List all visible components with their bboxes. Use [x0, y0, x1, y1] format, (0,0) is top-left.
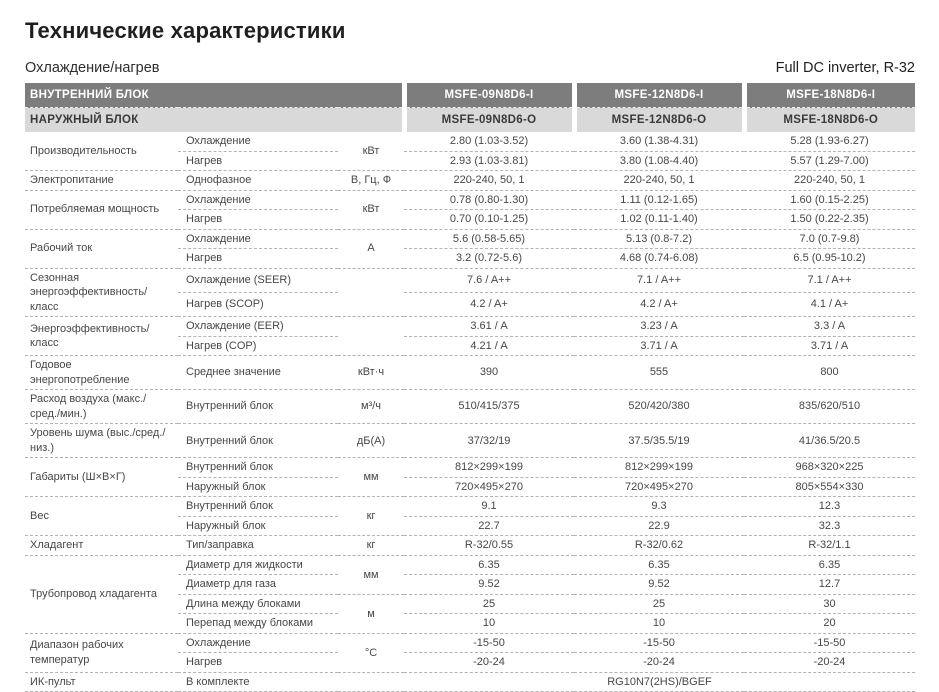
- spec-value: 22.7: [404, 516, 574, 536]
- spec-unit: [338, 317, 404, 356]
- spec-value: 7.1 / A++: [744, 268, 915, 292]
- spec-unit: кВт: [338, 190, 404, 229]
- spec-sublabel: Нагрев: [178, 151, 338, 171]
- indoor-model-col-2: MSFE-12N8D6-I: [574, 83, 744, 108]
- spec-value: 6.5 (0.95-10.2): [744, 249, 915, 269]
- spec-group-label: Вес: [25, 497, 178, 536]
- spec-value: 12.7: [744, 575, 915, 595]
- spec-value: 6.35: [744, 555, 915, 575]
- spec-value: R-32/0.62: [574, 536, 744, 556]
- spec-value: 835/620/510: [744, 390, 915, 424]
- spec-sublabel: Охлаждение: [178, 190, 338, 210]
- spec-value: 812×299×199: [574, 458, 744, 478]
- spec-value: 968×320×225: [744, 458, 915, 478]
- spec-group-label: Производительность: [25, 132, 178, 171]
- spec-sublabel: Нагрев: [178, 653, 338, 673]
- spec-value: 220-240, 50, 1: [574, 171, 744, 191]
- spec-row: [25, 356, 915, 390]
- spec-value: R-32/1.1: [744, 536, 915, 556]
- spec-unit: мм: [338, 458, 404, 497]
- spec-value: 5.6 (0.58-5.65): [404, 229, 574, 249]
- spec-value: 220-240, 50, 1: [744, 171, 915, 191]
- spec-sublabel: Охлаждение: [178, 633, 338, 653]
- spec-unit: кг: [338, 497, 404, 536]
- spec-value: 12.3: [744, 497, 915, 517]
- spec-value: -15-50: [574, 633, 744, 653]
- spec-value: 4.68 (0.74-6.08): [574, 249, 744, 269]
- spec-value: 0.70 (0.10-1.25): [404, 210, 574, 230]
- spec-value: 25: [574, 594, 744, 614]
- spec-value: 3.71 / A: [574, 336, 744, 356]
- indoor-unit-header-row: [25, 83, 915, 108]
- spec-row: [25, 555, 915, 575]
- spec-row: [25, 171, 915, 191]
- inverter-refrigerant-label: Full DC inverter, R-32: [775, 60, 915, 76]
- spec-sublabel: Охлаждение (EER): [178, 317, 338, 337]
- spec-value: 37.5/35.5/19: [574, 424, 744, 458]
- spec-table: [25, 83, 915, 692]
- spec-sublabel: Внутренний блок: [178, 390, 338, 424]
- spec-unit: м³/ч: [338, 390, 404, 424]
- outdoor-unit-header-row: [25, 108, 915, 133]
- spec-value: 6.35: [404, 555, 574, 575]
- spec-value: 41/36.5/20.5: [744, 424, 915, 458]
- spec-row: [25, 633, 915, 653]
- spec-sublabel: Охлаждение: [178, 132, 338, 151]
- spec-sublabel: Наружный блок: [178, 477, 338, 497]
- spec-value: 20: [744, 614, 915, 634]
- spec-value: -20-24: [574, 653, 744, 673]
- spec-value: 3.3 / A: [744, 317, 915, 337]
- page-title: Технические характеристики: [25, 18, 346, 43]
- spec-sublabel: Среднее значение: [178, 356, 338, 390]
- spec-unit: мм: [338, 555, 404, 594]
- spec-value: 10: [574, 614, 744, 634]
- spec-value: 720×495×270: [404, 477, 574, 497]
- spec-row: [25, 132, 915, 151]
- spec-value: 555: [574, 356, 744, 390]
- spec-row: [25, 424, 915, 458]
- spec-value: 3.80 (1.08-4.40): [574, 151, 744, 171]
- spec-unit: м: [338, 594, 404, 633]
- spec-value: 37/32/19: [404, 424, 574, 458]
- spec-value-span: RG10N7(2HS)/BGEF: [404, 672, 915, 692]
- spec-row: [25, 672, 915, 692]
- spec-unit: кВт·ч: [338, 356, 404, 390]
- spec-value: R-32/0.55: [404, 536, 574, 556]
- spec-group-label: Годовое энергопотребление: [25, 356, 178, 390]
- spec-value: 4.21 / A: [404, 336, 574, 356]
- spec-value: 520/420/380: [574, 390, 744, 424]
- spec-unit: кВт: [338, 132, 404, 171]
- spec-unit: А: [338, 229, 404, 268]
- spec-value: 1.50 (0.22-2.35): [744, 210, 915, 230]
- spec-value: 4.2 / A+: [404, 292, 574, 316]
- spec-value: 720×495×270: [574, 477, 744, 497]
- spec-group-label: Потребляемая мощность: [25, 190, 178, 229]
- spec-unit: В, Гц, Ф: [338, 171, 404, 191]
- outdoor-model-col-1: MSFE-09N8D6-O: [404, 108, 574, 133]
- spec-value: -20-24: [404, 653, 574, 673]
- spec-value: 5.28 (1.93-6.27): [744, 132, 915, 151]
- spec-unit: °С: [338, 633, 404, 672]
- mode-subtitle: Охлаждение/нагрев: [25, 60, 160, 76]
- spec-row: [25, 390, 915, 424]
- spec-value: 390: [404, 356, 574, 390]
- spec-sublabel: Внутренний блок: [178, 458, 338, 478]
- spec-sublabel: Охлаждение (SEER): [178, 268, 338, 292]
- spec-value: 1.02 (0.11-1.40): [574, 210, 744, 230]
- spec-group-label: Диапазон рабочих температур: [25, 633, 178, 672]
- spec-sublabel: Внутренний блок: [178, 424, 338, 458]
- spec-value: -20-24: [744, 653, 915, 673]
- outdoor-model-col-3: MSFE-18N8D6-O: [744, 108, 915, 133]
- spec-value: 9.52: [404, 575, 574, 595]
- spec-row: [25, 497, 915, 517]
- spec-group-label: Хладагент: [25, 536, 178, 556]
- spec-sublabel: Тип/заправка: [178, 536, 338, 556]
- spec-value: 0.78 (0.80-1.30): [404, 190, 574, 210]
- spec-sublabel: Охлаждение: [178, 229, 338, 249]
- spec-sublabel: Нагрев (COP): [178, 336, 338, 356]
- spec-value: 1.11 (0.12-1.65): [574, 190, 744, 210]
- spec-sublabel: Перепад между блоками: [178, 614, 338, 634]
- spec-value: 9.1: [404, 497, 574, 517]
- spec-value: 3.23 / A: [574, 317, 744, 337]
- spec-value: 22.9: [574, 516, 744, 536]
- spec-value: 9.52: [574, 575, 744, 595]
- spec-value: 2.93 (1.03-3.81): [404, 151, 574, 171]
- spec-sublabel: Однофазное: [178, 171, 338, 191]
- spec-sublabel: Нагрев: [178, 249, 338, 269]
- spec-value: 3.61 / A: [404, 317, 574, 337]
- spec-table-head: [25, 83, 915, 132]
- spec-value: 30: [744, 594, 915, 614]
- spec-sublabel: Нагрев: [178, 210, 338, 230]
- spec-group-label: Электропитание: [25, 171, 178, 191]
- spec-value: 510/415/375: [404, 390, 574, 424]
- spec-unit: [338, 672, 404, 692]
- spec-value: -15-50: [404, 633, 574, 653]
- spec-group-label: Энергоэффективность/ класс: [25, 317, 178, 356]
- spec-value: 4.1 / A+: [744, 292, 915, 316]
- spec-sublabel: Диаметр для газа: [178, 575, 338, 595]
- outdoor-model-col-2: MSFE-12N8D6-O: [574, 108, 744, 133]
- spec-group-label: ИК-пульт: [25, 672, 178, 692]
- spec-sublabel: Внутренний блок: [178, 497, 338, 517]
- spec-value: 7.1 / A++: [574, 268, 744, 292]
- spec-value: 2.80 (1.03-3.52): [404, 132, 574, 151]
- spec-value: 805×554×330: [744, 477, 915, 497]
- spec-value: -15-50: [744, 633, 915, 653]
- spec-value: 3.60 (1.38-4.31): [574, 132, 744, 151]
- spec-value: 25: [404, 594, 574, 614]
- spec-value: 5.57 (1.29-7.00): [744, 151, 915, 171]
- spec-row: [25, 458, 915, 478]
- spec-value: 10: [404, 614, 574, 634]
- indoor-model-col-1: MSFE-09N8D6-I: [404, 83, 574, 108]
- spec-value: 3.71 / A: [744, 336, 915, 356]
- subtitle-row: [25, 60, 915, 76]
- spec-sublabel: Диаметр для жидкости: [178, 555, 338, 575]
- spec-row: [25, 229, 915, 249]
- spec-group-label: Уровень шума (выс./сред./низ.): [25, 424, 178, 458]
- spec-group-label: Трубопровод хладагента: [25, 555, 178, 633]
- spec-value: 4.2 / A+: [574, 292, 744, 316]
- spec-row: [25, 536, 915, 556]
- spec-value: 7.0 (0.7-9.8): [744, 229, 915, 249]
- spec-value: 800: [744, 356, 915, 390]
- indoor-unit-label: ВНУТРЕННИЙ БЛОК: [25, 83, 404, 108]
- spec-sublabel: В комплекте: [178, 672, 338, 692]
- spec-sublabel: Нагрев (SCOP): [178, 292, 338, 316]
- spec-row: [25, 268, 915, 292]
- spec-value: 6.35: [574, 555, 744, 575]
- spec-sublabel: Длина между блоками: [178, 594, 338, 614]
- indoor-model-col-3: MSFE-18N8D6-I: [744, 83, 915, 108]
- spec-table-body: [25, 132, 915, 692]
- spec-group-label: Габариты (Ш×В×Г): [25, 458, 178, 497]
- spec-value: 5.13 (0.8-7.2): [574, 229, 744, 249]
- spec-value: 812×299×199: [404, 458, 574, 478]
- spec-group-label: Рабочий ток: [25, 229, 178, 268]
- spec-sublabel: Наружный блок: [178, 516, 338, 536]
- outdoor-unit-label: НАРУЖНЫЙ БЛОК: [25, 108, 404, 133]
- spec-row: [25, 317, 915, 337]
- spec-value: 7.6 / A++: [404, 268, 574, 292]
- spec-row: [25, 190, 915, 210]
- spec-value: 9.3: [574, 497, 744, 517]
- spec-value: 220-240, 50, 1: [404, 171, 574, 191]
- spec-unit: дБ(А): [338, 424, 404, 458]
- spec-group-label: Расход воздуха (макс./сред./мин.): [25, 390, 178, 424]
- spec-group-label: Сезонная энергоэффективность/ класс: [25, 268, 178, 317]
- spec-unit: кг: [338, 536, 404, 556]
- spec-value: 32.3: [744, 516, 915, 536]
- spec-unit: [338, 268, 404, 317]
- spec-value: 1.60 (0.15-2.25): [744, 190, 915, 210]
- spec-value: 3.2 (0.72-5.6): [404, 249, 574, 269]
